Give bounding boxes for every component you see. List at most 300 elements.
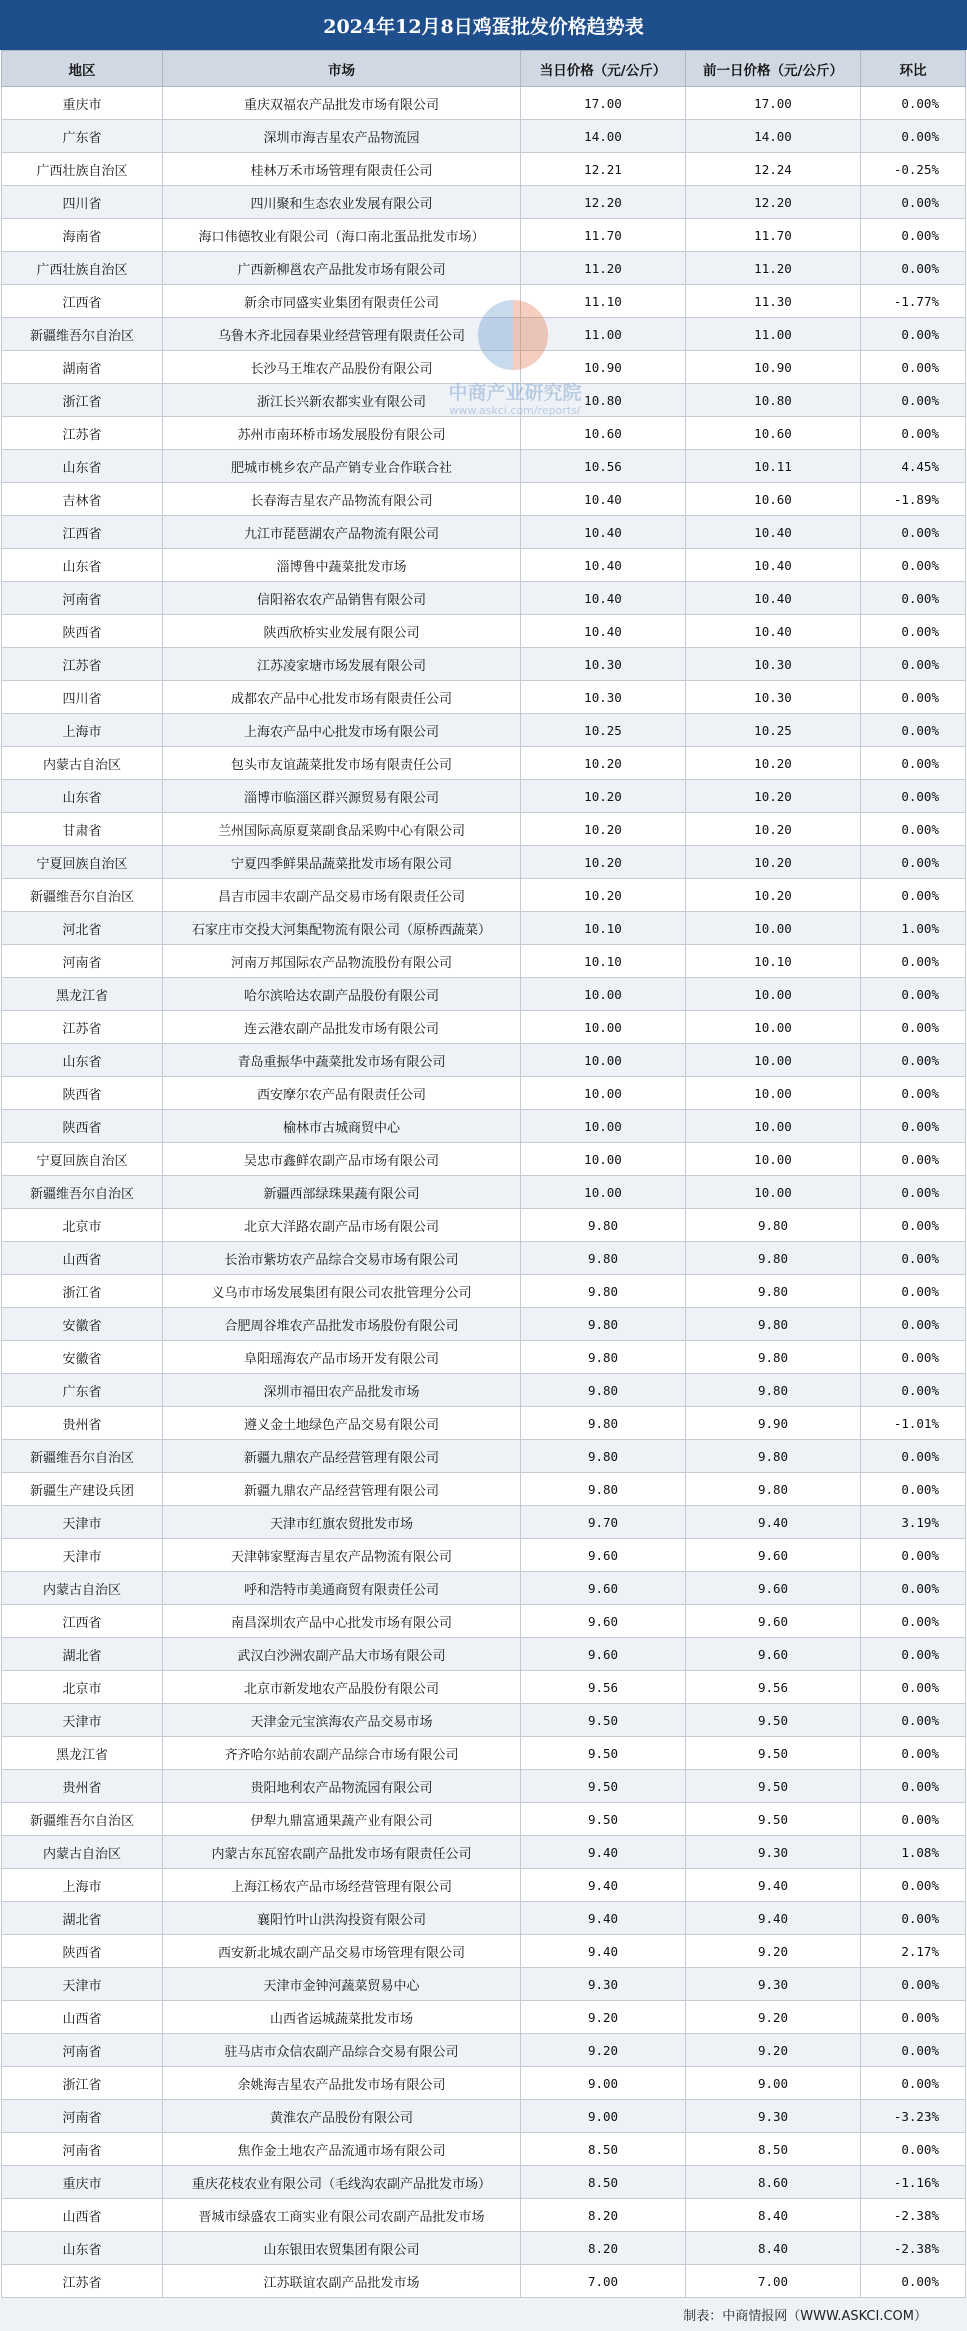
cell-region: 江苏省 — [2, 648, 163, 681]
cell-change: 0.00% — [861, 1539, 966, 1572]
cell-today-price: 11.20 — [521, 252, 686, 285]
cell-prev-price: 9.20 — [686, 1935, 861, 1968]
cell-market: 西安摩尔农产品有限责任公司 — [163, 1077, 521, 1110]
cell-market: 义乌市市场发展集团有限公司农批管理分公司 — [163, 1275, 521, 1308]
cell-prev-price: 8.60 — [686, 2166, 861, 2199]
table-row — [2, 1737, 966, 1770]
cell-market: 天津金元宝滨海农产品交易市场 — [163, 1704, 521, 1737]
cell-today-price: 9.80 — [521, 1374, 686, 1407]
cell-region: 四川省 — [2, 186, 163, 219]
cell-today-price: 10.40 — [521, 615, 686, 648]
cell-prev-price: 9.60 — [686, 1572, 861, 1605]
cell-prev-price: 10.25 — [686, 714, 861, 747]
cell-today-price: 9.80 — [521, 1440, 686, 1473]
cell-change: 0.00% — [861, 1902, 966, 1935]
cell-market: 贵阳地利农产品物流园有限公司 — [163, 1770, 521, 1803]
table-row — [2, 1473, 966, 1506]
cell-region: 山西省 — [2, 1242, 163, 1275]
table-row — [2, 846, 966, 879]
cell-change: 3.19% — [861, 1506, 966, 1539]
cell-region: 重庆市 — [2, 2166, 163, 2199]
cell-today-price: 10.10 — [521, 912, 686, 945]
cell-prev-price: 11.70 — [686, 219, 861, 252]
table-row — [2, 1440, 966, 1473]
table-row — [2, 1572, 966, 1605]
cell-prev-price: 10.60 — [686, 417, 861, 450]
cell-region: 新疆维吾尔自治区 — [2, 1440, 163, 1473]
cell-region: 新疆维吾尔自治区 — [2, 1803, 163, 1836]
cell-prev-price: 9.60 — [686, 1605, 861, 1638]
table-row — [2, 978, 966, 1011]
header-market: 市场 — [163, 51, 521, 87]
cell-today-price: 8.20 — [521, 2232, 686, 2265]
cell-today-price: 17.00 — [521, 87, 686, 120]
cell-change: 0.00% — [861, 1044, 966, 1077]
cell-region: 陕西省 — [2, 1077, 163, 1110]
cell-today-price: 9.80 — [521, 1308, 686, 1341]
table-body — [2, 87, 966, 2298]
cell-change: 0.00% — [861, 1803, 966, 1836]
cell-today-price: 10.10 — [521, 945, 686, 978]
cell-change: 0.00% — [861, 1374, 966, 1407]
cell-prev-price: 9.30 — [686, 2100, 861, 2133]
cell-region: 河南省 — [2, 2100, 163, 2133]
table-row — [2, 1704, 966, 1737]
cell-today-price: 9.80 — [521, 1275, 686, 1308]
table-row — [2, 1968, 966, 2001]
cell-region: 天津市 — [2, 1506, 163, 1539]
cell-market: 上海农产品中心批发市场有限公司 — [163, 714, 521, 747]
cell-prev-price: 10.00 — [686, 1110, 861, 1143]
cell-prev-price: 10.20 — [686, 813, 861, 846]
cell-change: -1.16% — [861, 2166, 966, 2199]
cell-region: 江苏省 — [2, 1011, 163, 1044]
cell-region: 浙江省 — [2, 2067, 163, 2100]
cell-market: 晋城市绿盛农工商实业有限公司农副产品批发市场 — [163, 2199, 521, 2232]
cell-market: 淄博市临淄区群兴源贸易有限公司 — [163, 780, 521, 813]
cell-change: 0.00% — [861, 1176, 966, 1209]
cell-change: 0.00% — [861, 1605, 966, 1638]
table-row — [2, 780, 966, 813]
table-row — [2, 2166, 966, 2199]
cell-market: 宁夏四季鲜果品蔬菜批发市场有限公司 — [163, 846, 521, 879]
cell-market: 新余市同盛实业集团有限责任公司 — [163, 285, 521, 318]
cell-change: 0.00% — [861, 1308, 966, 1341]
cell-prev-price: 9.80 — [686, 1473, 861, 1506]
cell-change: 0.00% — [861, 1242, 966, 1275]
cell-market: 重庆双福农产品批发市场有限公司 — [163, 87, 521, 120]
cell-market: 长春海吉星农产品物流有限公司 — [163, 483, 521, 516]
cell-today-price: 9.60 — [521, 1539, 686, 1572]
cell-change: 0.00% — [861, 1143, 966, 1176]
cell-change: -1.01% — [861, 1407, 966, 1440]
cell-prev-price: 9.60 — [686, 1638, 861, 1671]
cell-region: 江苏省 — [2, 417, 163, 450]
cell-change: 0.00% — [861, 582, 966, 615]
cell-change: 0.00% — [861, 1110, 966, 1143]
cell-change: 2.17% — [861, 1935, 966, 1968]
cell-change: 0.00% — [861, 648, 966, 681]
table-row — [2, 1176, 966, 1209]
cell-prev-price: 9.30 — [686, 1836, 861, 1869]
table-row — [2, 450, 966, 483]
cell-market: 天津韩家墅海吉星农产品物流有限公司 — [163, 1539, 521, 1572]
cell-today-price: 9.40 — [521, 1869, 686, 1902]
cell-change: -3.23% — [861, 2100, 966, 2133]
cell-market: 焦作金土地农产品流通市场有限公司 — [163, 2133, 521, 2166]
table-row — [2, 879, 966, 912]
cell-prev-price: 9.40 — [686, 1902, 861, 1935]
cell-market: 九江市琵琶湖农产品物流有限公司 — [163, 516, 521, 549]
cell-region: 山东省 — [2, 1044, 163, 1077]
cell-today-price: 9.56 — [521, 1671, 686, 1704]
cell-market: 山西省运城蔬菜批发市场 — [163, 2001, 521, 2034]
cell-change: 1.00% — [861, 912, 966, 945]
cell-today-price: 10.30 — [521, 648, 686, 681]
cell-region: 江西省 — [2, 285, 163, 318]
cell-region: 广东省 — [2, 1374, 163, 1407]
cell-region: 北京市 — [2, 1209, 163, 1242]
header-prev-price: 前一日价格（元/公斤） — [686, 51, 861, 87]
cell-market: 新疆西部绿珠果蔬有限公司 — [163, 1176, 521, 1209]
cell-today-price: 9.40 — [521, 1836, 686, 1869]
cell-market: 青岛重振华中蔬菜批发市场有限公司 — [163, 1044, 521, 1077]
cell-market: 北京大洋路农副产品市场有限公司 — [163, 1209, 521, 1242]
cell-prev-price: 10.20 — [686, 879, 861, 912]
cell-market: 阜阳瑶海农产品市场开发有限公司 — [163, 1341, 521, 1374]
cell-region: 天津市 — [2, 1968, 163, 2001]
cell-change: -2.38% — [861, 2199, 966, 2232]
table-row — [2, 1638, 966, 1671]
cell-market: 齐齐哈尔站前农副产品综合市场有限公司 — [163, 1737, 521, 1770]
table-row — [2, 1836, 966, 1869]
table-row — [2, 615, 966, 648]
cell-market: 苏州市南环桥市场发展股份有限公司 — [163, 417, 521, 450]
cell-market: 余姚海吉星农产品批发市场有限公司 — [163, 2067, 521, 2100]
cell-today-price: 11.00 — [521, 318, 686, 351]
cell-region: 新疆维吾尔自治区 — [2, 1176, 163, 1209]
table-row — [2, 1605, 966, 1638]
cell-change: 0.00% — [861, 417, 966, 450]
cell-change: -1.77% — [861, 285, 966, 318]
cell-today-price: 9.80 — [521, 1209, 686, 1242]
cell-region: 山西省 — [2, 2199, 163, 2232]
table-row — [2, 681, 966, 714]
cell-region: 江苏省 — [2, 2265, 163, 2298]
cell-today-price: 9.00 — [521, 2067, 686, 2100]
table-row — [2, 2067, 966, 2100]
cell-region: 新疆维吾尔自治区 — [2, 318, 163, 351]
cell-today-price: 10.20 — [521, 846, 686, 879]
cell-market: 重庆花枝农业有限公司（毛线沟农副产品批发市场） — [163, 2166, 521, 2199]
cell-change: 0.00% — [861, 1968, 966, 2001]
cell-today-price: 9.00 — [521, 2100, 686, 2133]
cell-region: 广西壮族自治区 — [2, 153, 163, 186]
cell-market: 襄阳竹叶山洪沟投资有限公司 — [163, 1902, 521, 1935]
cell-prev-price: 9.56 — [686, 1671, 861, 1704]
table-row — [2, 2100, 966, 2133]
cell-change: -0.25% — [861, 153, 966, 186]
cell-change: 0.00% — [861, 186, 966, 219]
cell-today-price: 9.80 — [521, 1242, 686, 1275]
cell-prev-price: 17.00 — [686, 87, 861, 120]
cell-today-price: 10.20 — [521, 879, 686, 912]
table-row — [2, 87, 966, 120]
table-row — [2, 2232, 966, 2265]
cell-change: 0.00% — [861, 978, 966, 1011]
cell-region: 贵州省 — [2, 1407, 163, 1440]
cell-change: 0.00% — [861, 1473, 966, 1506]
cell-prev-price: 9.50 — [686, 1803, 861, 1836]
cell-region: 广东省 — [2, 120, 163, 153]
cell-prev-price: 10.00 — [686, 1143, 861, 1176]
cell-today-price: 9.50 — [521, 1704, 686, 1737]
table-row — [2, 351, 966, 384]
cell-market: 北京市新发地农产品股份有限公司 — [163, 1671, 521, 1704]
cell-region: 山东省 — [2, 549, 163, 582]
cell-market: 肥城市桃乡农产品产销专业合作联合社 — [163, 450, 521, 483]
cell-prev-price: 10.20 — [686, 780, 861, 813]
cell-change: 0.00% — [861, 1671, 966, 1704]
cell-prev-price: 9.80 — [686, 1275, 861, 1308]
table-row — [2, 285, 966, 318]
cell-today-price: 10.60 — [521, 417, 686, 450]
cell-prev-price: 10.90 — [686, 351, 861, 384]
cell-region: 黑龙江省 — [2, 978, 163, 1011]
cell-today-price: 9.80 — [521, 1341, 686, 1374]
cell-change: 0.00% — [861, 780, 966, 813]
cell-market: 广西新柳邕农产品批发市场有限公司 — [163, 252, 521, 285]
cell-prev-price: 8.50 — [686, 2133, 861, 2166]
cell-market: 内蒙古东瓦窑农副产品批发市场有限责任公司 — [163, 1836, 521, 1869]
cell-change: 0.00% — [861, 549, 966, 582]
cell-region: 湖南省 — [2, 351, 163, 384]
cell-change: 0.00% — [861, 1341, 966, 1374]
cell-change: -2.38% — [861, 2232, 966, 2265]
cell-today-price: 10.20 — [521, 747, 686, 780]
cell-prev-price: 9.50 — [686, 1770, 861, 1803]
table-title: 2024年12月8日鸡蛋批发价格趋势表 — [0, 0, 967, 50]
cell-region: 宁夏回族自治区 — [2, 1143, 163, 1176]
table-row — [2, 153, 966, 186]
cell-prev-price: 10.40 — [686, 615, 861, 648]
table-row — [2, 1539, 966, 1572]
cell-prev-price: 10.20 — [686, 747, 861, 780]
table-row — [2, 252, 966, 285]
cell-today-price: 9.60 — [521, 1572, 686, 1605]
cell-region: 陕西省 — [2, 1110, 163, 1143]
cell-prev-price: 9.40 — [686, 1869, 861, 1902]
cell-market: 榆林市古城商贸中心 — [163, 1110, 521, 1143]
cell-today-price: 9.20 — [521, 2001, 686, 2034]
table-row — [2, 318, 966, 351]
cell-today-price: 9.70 — [521, 1506, 686, 1539]
cell-region: 江西省 — [2, 516, 163, 549]
cell-prev-price: 10.00 — [686, 978, 861, 1011]
cell-region: 吉林省 — [2, 483, 163, 516]
cell-change: 0.00% — [861, 714, 966, 747]
cell-market: 石家庄市交投大河集配物流有限公司（原桥西蔬菜） — [163, 912, 521, 945]
cell-region: 河南省 — [2, 945, 163, 978]
cell-prev-price: 10.60 — [686, 483, 861, 516]
cell-change: 4.45% — [861, 450, 966, 483]
table-row — [2, 912, 966, 945]
cell-today-price: 9.50 — [521, 1770, 686, 1803]
table-row — [2, 2199, 966, 2232]
cell-today-price: 8.50 — [521, 2133, 686, 2166]
table-row — [2, 1044, 966, 1077]
cell-change: 0.00% — [861, 2265, 966, 2298]
cell-prev-price: 7.00 — [686, 2265, 861, 2298]
cell-market: 合肥周谷堆农产品批发市场股份有限公司 — [163, 1308, 521, 1341]
cell-prev-price: 14.00 — [686, 120, 861, 153]
cell-prev-price: 10.11 — [686, 450, 861, 483]
cell-market: 吴忠市鑫鲜农副产品市场有限公司 — [163, 1143, 521, 1176]
cell-market: 河南万邦国际农产品物流股份有限公司 — [163, 945, 521, 978]
cell-change: 0.00% — [861, 120, 966, 153]
table-row — [2, 483, 966, 516]
cell-change: 0.00% — [861, 2067, 966, 2100]
cell-region: 陕西省 — [2, 1935, 163, 1968]
cell-prev-price: 9.20 — [686, 2001, 861, 2034]
cell-today-price: 10.30 — [521, 681, 686, 714]
cell-today-price: 9.30 — [521, 1968, 686, 2001]
cell-change: 0.00% — [861, 1704, 966, 1737]
cell-change: 0.00% — [861, 615, 966, 648]
cell-today-price: 12.21 — [521, 153, 686, 186]
cell-region: 河南省 — [2, 2034, 163, 2067]
cell-prev-price: 10.40 — [686, 582, 861, 615]
cell-region: 山西省 — [2, 2001, 163, 2034]
cell-today-price: 7.00 — [521, 2265, 686, 2298]
cell-market: 天津市金钟河蔬菜贸易中心 — [163, 1968, 521, 2001]
cell-today-price: 10.90 — [521, 351, 686, 384]
cell-today-price: 8.20 — [521, 2199, 686, 2232]
cell-prev-price: 9.20 — [686, 2034, 861, 2067]
cell-change: 0.00% — [861, 1770, 966, 1803]
cell-today-price: 9.40 — [521, 1902, 686, 1935]
cell-region: 河南省 — [2, 582, 163, 615]
cell-region: 新疆维吾尔自治区 — [2, 879, 163, 912]
header-region: 地区 — [2, 51, 163, 87]
cell-change: 0.00% — [861, 1077, 966, 1110]
cell-change: 0.00% — [861, 1572, 966, 1605]
cell-prev-price: 9.60 — [686, 1539, 861, 1572]
table-row — [2, 1242, 966, 1275]
cell-market: 驻马店市众信农副产品综合交易有限公司 — [163, 2034, 521, 2067]
cell-change: 0.00% — [861, 351, 966, 384]
footer — [0, 2298, 967, 2331]
cell-change: 0.00% — [861, 1638, 966, 1671]
cell-change: 0.00% — [861, 1011, 966, 1044]
table-row — [2, 1077, 966, 1110]
cell-market: 海口伟德牧业有限公司（海口南北蛋品批发市场） — [163, 219, 521, 252]
table-row — [2, 1671, 966, 1704]
cell-region: 内蒙古自治区 — [2, 747, 163, 780]
table-row — [2, 1770, 966, 1803]
cell-today-price: 12.20 — [521, 186, 686, 219]
cell-market: 遵义金土地绿色产品交易有限公司 — [163, 1407, 521, 1440]
cell-region: 内蒙古自治区 — [2, 1572, 163, 1605]
cell-market: 西安新北城农副产品交易市场管理有限公司 — [163, 1935, 521, 1968]
table-row — [2, 1902, 966, 1935]
cell-market: 长沙马王堆农产品股份有限公司 — [163, 351, 521, 384]
cell-today-price: 8.50 — [521, 2166, 686, 2199]
cell-region: 湖北省 — [2, 1902, 163, 1935]
cell-region: 黑龙江省 — [2, 1737, 163, 1770]
table-row — [2, 2133, 966, 2166]
cell-market: 昌吉市园丰农副产品交易市场有限责任公司 — [163, 879, 521, 912]
table-row — [2, 582, 966, 615]
cell-prev-price: 9.80 — [686, 1440, 861, 1473]
cell-change: 0.00% — [861, 1275, 966, 1308]
watermark-url: www.askci.com/reports/ — [449, 404, 581, 417]
cell-today-price: 9.60 — [521, 1605, 686, 1638]
cell-change: 0.00% — [861, 384, 966, 417]
cell-today-price: 10.00 — [521, 1044, 686, 1077]
cell-change: 0.00% — [861, 945, 966, 978]
cell-market: 四川聚和生态农业发展有限公司 — [163, 186, 521, 219]
cell-today-price: 10.40 — [521, 549, 686, 582]
cell-prev-price: 11.30 — [686, 285, 861, 318]
cell-prev-price: 9.80 — [686, 1209, 861, 1242]
cell-market: 陕西欣桥实业发展有限公司 — [163, 615, 521, 648]
cell-region: 山东省 — [2, 2232, 163, 2265]
cell-today-price: 14.00 — [521, 120, 686, 153]
cell-market: 南昌深圳农产品中心批发市场有限公司 — [163, 1605, 521, 1638]
cell-prev-price: 9.50 — [686, 1737, 861, 1770]
cell-prev-price: 9.80 — [686, 1374, 861, 1407]
cell-change: 0.00% — [861, 681, 966, 714]
cell-region: 新疆生产建设兵团 — [2, 1473, 163, 1506]
cell-region: 山东省 — [2, 450, 163, 483]
cell-prev-price: 10.40 — [686, 549, 861, 582]
cell-today-price: 9.50 — [521, 1737, 686, 1770]
cell-market: 包头市友谊蔬菜批发市场有限责任公司 — [163, 747, 521, 780]
table-row — [2, 2265, 966, 2298]
table-row — [2, 1275, 966, 1308]
cell-today-price: 10.00 — [521, 978, 686, 1011]
cell-region: 上海市 — [2, 714, 163, 747]
cell-today-price: 10.20 — [521, 813, 686, 846]
table-row — [2, 1011, 966, 1044]
cell-region: 上海市 — [2, 1869, 163, 1902]
table-row — [2, 1506, 966, 1539]
cell-region: 河北省 — [2, 912, 163, 945]
cell-region: 重庆市 — [2, 87, 163, 120]
cell-prev-price: 11.00 — [686, 318, 861, 351]
cell-change: 0.00% — [861, 1869, 966, 1902]
cell-prev-price: 9.50 — [686, 1704, 861, 1737]
table-row — [2, 186, 966, 219]
cell-today-price: 10.40 — [521, 516, 686, 549]
cell-prev-price: 11.20 — [686, 252, 861, 285]
cell-region: 安徽省 — [2, 1341, 163, 1374]
cell-region: 陕西省 — [2, 615, 163, 648]
cell-prev-price: 9.90 — [686, 1407, 861, 1440]
cell-prev-price: 12.20 — [686, 186, 861, 219]
cell-market: 新疆九鼎农产品经营管理有限公司 — [163, 1440, 521, 1473]
table-row — [2, 417, 966, 450]
cell-region: 湖北省 — [2, 1638, 163, 1671]
cell-change: 0.00% — [861, 516, 966, 549]
cell-region: 北京市 — [2, 1671, 163, 1704]
table-row — [2, 1341, 966, 1374]
cell-today-price: 9.50 — [521, 1803, 686, 1836]
cell-market: 连云港农副产品批发市场有限公司 — [163, 1011, 521, 1044]
cell-today-price: 10.00 — [521, 1110, 686, 1143]
cell-prev-price: 10.40 — [686, 516, 861, 549]
